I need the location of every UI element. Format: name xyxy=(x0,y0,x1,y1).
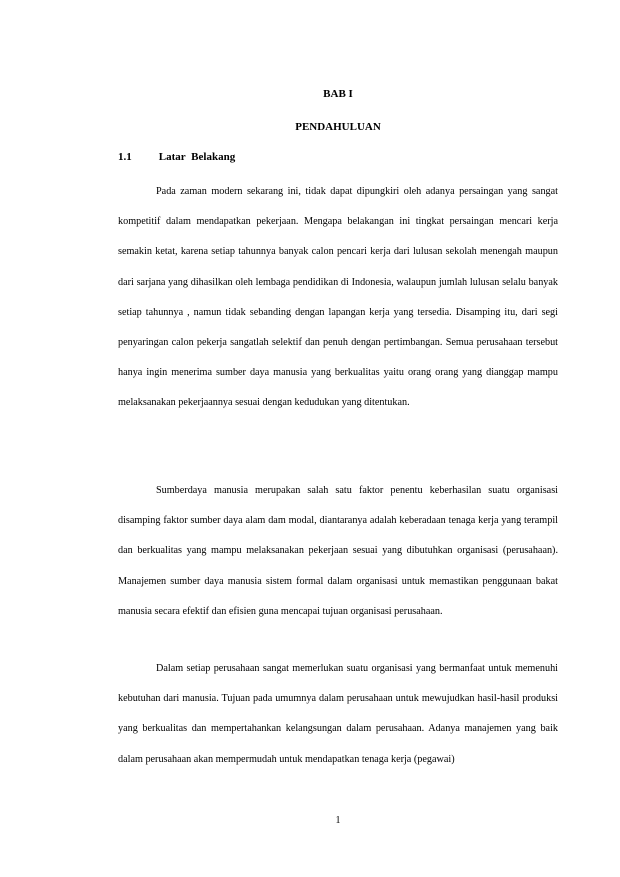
paragraph: Sumberdaya manusia merupakan salah satu faktor penentu keberhasilan suatu organisasi disamping faktor sumber daya alam dam modal, diantaranya adalah keberadaan tenaga kerja yang terampil dan berkualitas yang mampu melaksanakan pekerjaan sesuai yang dibutuhkan organisasi (perusahaan). Manajemen sumber daya manusia sistem formal dalam organisasi untuk memastikan penggunaan bakat manusia secara efektif dan efisien guna mencapai tujuan organisasi perusahaan. xyxy=(118,485,558,617)
page-number: 1 xyxy=(335,815,341,826)
paragraph: Dalam setiap perusahaan sangat memerlukan suatu organisasi yang bermanfaat untuk memenuhi kebutuhan dari manusia. Tujuan pada umumnya dalam perusahaan untuk mewujudkan hasil-hasil produksi yang berkualitas dan mempertahankan kelangsungan dalam perusahaan. Adanya manajemen yang baik dalam perusahaan akan mempermudah untuk mendapatkan tenaga kerja (pegawai) xyxy=(118,663,558,765)
paragraph: Pada zaman modern sekarang ini, tidak dapat dipungkiri oleh adanya persaingan yang sangat kompetitif dalam mendapatkan pekerjaan. Mengapa belakangan ini tingkat persaingan mencari kerja semakin ketat, karena setiap tahunnya banyak calon pencari kerja dari lulusan sekolah menengah maupun dari sarjana yang dihasilkan oleh lembaga pendidikan di Indonesia, walaupun jumlah lulusan selalu banyak setiap tahunnya , namun tidak sebanding dengan lapangan kerja yang tersedia. Disamping itu, dari segi penyaringan calon pekerja sangatlah selektif dan penuh dengan pertimbangan. Semua perusahaan tersebut hanya ingin menerima sumber daya manusia yang berkualitas yaitu orang orang yang dianggap mampu melaksanakan pekerjaannya sesuai dengan kedudukan yang ditentukan. xyxy=(118,186,558,409)
section-heading xyxy=(118,150,235,164)
chapter-title: PENDAHULUAN xyxy=(295,121,381,133)
section-number: 1.1 xyxy=(118,151,132,163)
chapter-label: BAB I xyxy=(323,88,353,100)
section-title: Latar Belakang xyxy=(158,151,236,163)
